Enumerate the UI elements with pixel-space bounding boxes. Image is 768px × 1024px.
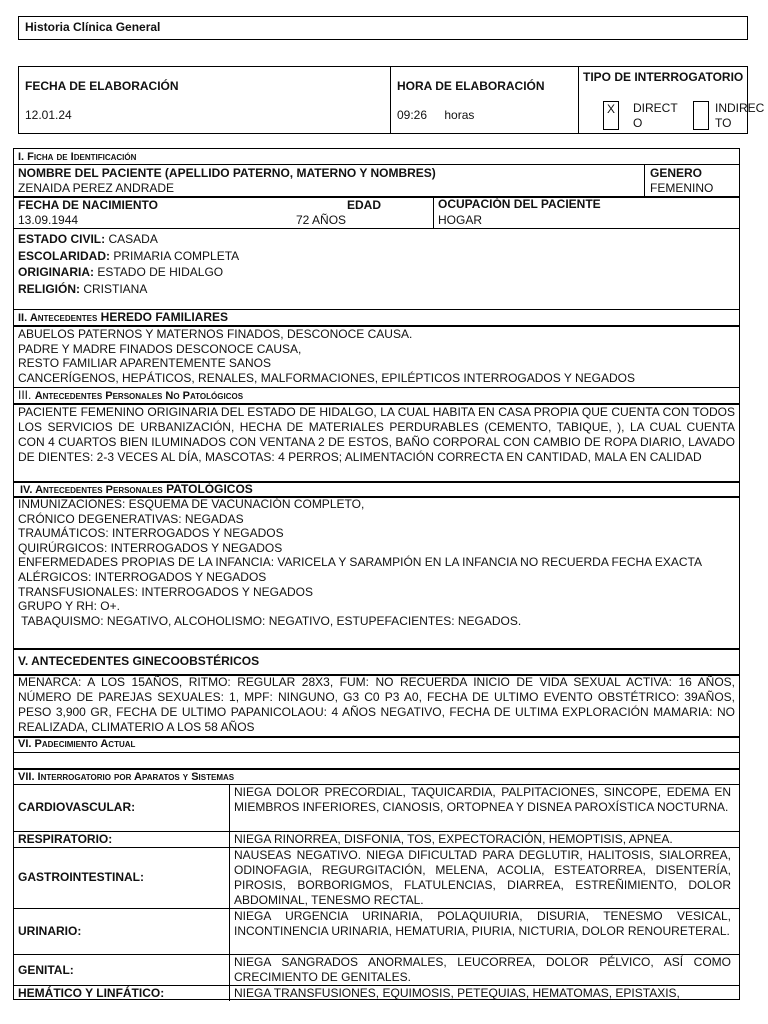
- escolaridad-value: PRIMARIA COMPLETA: [113, 248, 240, 263]
- pat-line: ENFERMEDADES PROPIAS DE LA INFANCIA: VARICELA Y SARAMPIÓN EN LA INFANCIA NO RECUERDA FECHA EXACTA: [18, 555, 702, 570]
- system-name: HEMÁTICO Y LINFÁTICO:: [18, 986, 165, 1000]
- patologicos-content: [14, 497, 739, 628]
- pat-line: CRÓNICO DEGENERATIVAS: NEGADAS: [18, 511, 244, 526]
- no-patologicos-text: PACIENTE FEMENINO ORIGINARIA DEL ESTADO DE HIDALGO, LA CUAL HABITA EN CASA PROPIA QUE CUENTA CON TODOS LOS SERVICIOS DE URBANIZACIÓN, HECHA DE MATERIALES PERDURABLES (CEMENTO, TABIQUE, ), LA CUAL CUENTA CON 4 CUARTOS BIEN ILUMINADOS CON VENTANA 2 DE ESTOS, BAÑO CORPORAL CON CAMBIO DE ROPA DIARIO, LAVADO DE DIENTES: 2-3 VECES AL DÍA, MASCOTAS: 4 PERROS; ALIMENTACIÓN CORRECTA EN CANTIDAD, MALA EN CALIDAD: [18, 405, 735, 464]
- no-pat-title-a: III.: [18, 388, 32, 402]
- hora-value: [397, 108, 474, 122]
- genero-label: GENERO: [650, 166, 703, 180]
- escolaridad-label: ESCOLARIDAD:: [18, 248, 110, 263]
- system-description: NIEGA DOLOR PRECORDIAL, TAQUICARDIA, PALPITACIONES, SINCOPE, EDEMA EN MIEMBROS INFERIORES, CIANOSIS, ORTOPNEA Y DISNEA PAROXÍSTICA NOCTURNA.: [234, 785, 731, 814]
- system-name: GASTROINTESTINAL:: [18, 870, 144, 884]
- originaria-value: ESTADO DE HIDALGO: [97, 265, 224, 279]
- nombre-label: NOMBRE DEL PACIENTE (APELLIDO PATERNO, MATERNO Y NOMBRES): [18, 166, 436, 180]
- indirecto-checkbox[interactable]: [693, 101, 709, 130]
- system-name: GENITAL:: [18, 963, 74, 977]
- fecha-label: FECHA DE ELABORACIÓN: [25, 79, 179, 93]
- hora-cell: [391, 67, 579, 133]
- clinical-form: [13, 148, 740, 1000]
- heredo-title-b: HEREDO FAMILIARES: [100, 310, 229, 324]
- estado-civil-value: CASADA: [108, 232, 158, 246]
- section-interrogatorio-title: VII. Interrogatorio por Aparatos y Sistemas: [18, 771, 235, 783]
- system-name: RESPIRATORIO:: [18, 832, 113, 846]
- nacimiento-value: 13.09.1944: [18, 213, 79, 227]
- pat-line: TRAUMÁTICOS: INTERROGADOS Y NEGADOS: [18, 526, 284, 541]
- pat-line: QUIRÚRGICOS: INTERROGADOS Y NEGADOS: [18, 540, 283, 555]
- pat-line: TABAQUISMO: NEGATIVO, ALCOHOLISMO: NEGATIVO, ESTUPEFACIENTES: NEGADOS.: [18, 613, 522, 628]
- document-title-box: [18, 16, 748, 40]
- pat-line: TRANSFUSIONALES: INTERROGADOS Y NEGADOS: [18, 584, 313, 599]
- system-name: CARDIOVASCULAR:: [18, 800, 136, 814]
- section-gineco-title: V. ANTECEDENTES GINECOOBSTÉRICOS: [18, 654, 260, 668]
- pat-title-a: IV. Antecedentes Personales: [20, 484, 163, 496]
- system-row-cardiovascular: [14, 784, 739, 831]
- system-row-hematico: [14, 985, 739, 1001]
- hora-label: HORA DE ELABORACIÓN: [397, 79, 545, 93]
- heredo-line: PADRE Y MADRE FINADOS DESCONOCE CAUSA,: [18, 341, 302, 356]
- pat-line: INMUNIZACIONES: ESQUEMA DE VACUNACIÓN COMPLETO,: [18, 497, 365, 511]
- ocupacion-label: OCUPACIÓN DEL PACIENTE: [438, 197, 601, 211]
- directo-checkbox[interactable]: [603, 101, 619, 130]
- pat-line: GRUPO Y RH: O+.: [18, 599, 120, 614]
- nacimiento-label: FECHA DE NACIMIENTO: [18, 198, 159, 212]
- ocupacion-value: HOGAR: [438, 213, 483, 227]
- estado-civil-label: ESTADO CIVIL:: [18, 232, 106, 246]
- system-row-urinario: [14, 908, 739, 954]
- heredo-line: RESTO FAMILIAR APARENTEMENTE SANOS: [18, 356, 271, 371]
- directo-label: DIRECT O: [633, 101, 678, 130]
- system-row-genital: [14, 954, 739, 985]
- fecha-value: 12.01.24: [25, 108, 72, 122]
- section-no-patologicos-title: [14, 388, 739, 404]
- gineco-text: MENARCA: A LOS 15AÑOS, RITMO: REGULAR 28X3, FUM: NO RECUERDA INICIO DE VIDA SEXUAL ACTIVA: 16 AÑOS, NÚMERO DE PAREJAS SEXUALES: 1, MPF: NINGUNO, G3 C0 P3 A0, FECHA DE ULTIMO EVENTO OBSTÉTRICO: 39AÑOS, PESO 3,900 GR, FECHA DE ULTIMO PAPANICOLAOU: 4 AÑOS NEGATIVO, FECHA DE ULTIMA EXPLORACIÓN MAMARIA: NO REALIZADA, CLIMATERIO A LOS 58 AÑOS: [18, 675, 735, 734]
- nombre-value: ZENAIDA PEREZ ANDRADE: [18, 181, 175, 195]
- hora-time: 09:26: [397, 108, 428, 122]
- tipo-label: TIPO DE INTERROGATORIO: [583, 70, 744, 84]
- system-description: NAUSEAS NEGATIVO. NIEGA DIFICULTAD PARA DEGLUTIR, HALITOSIS, SIALORREA, ODINOFAGIA, REGURGITACIÓN, MELENA, ACOLIA, ESTEATORREA, DISENTERÍA, PIROSIS, BORBORIGMOS, FLATULENCIAS, DIARREA, ESTREÑIMIENTO, DOLOR ABDOMINAL, TENESMO RECTAL.: [234, 848, 731, 907]
- indirecto-label: INDIREC TO: [715, 101, 765, 130]
- hora-unit: horas: [444, 108, 475, 122]
- section-padecimiento-title: VI. Padecimiento Actual: [18, 738, 136, 750]
- religion-value: CRISTIANA: [83, 281, 148, 296]
- system-description: NIEGA TRANSFUSIONES, EQUIMOSIS, PETEQUIAS, HEMATOMAS, EPISTAXIS,: [234, 986, 680, 1000]
- directo-check-mark: X: [606, 102, 615, 116]
- section-heredo-title: [14, 310, 739, 326]
- edad-label: EDAD: [346, 198, 381, 212]
- system-name: URINARIO:: [18, 924, 82, 938]
- system-description: NIEGA URGENCIA URINARIA, POLAQUIURIA, DISURIA, TENESMO VESICAL, INCONTINENCIA URINARIA, HEMATURIA, PIURIA, NICTURIA, DOLOR RENOURETERAL.: [234, 909, 731, 938]
- religion-label: RELIGIÓN:: [18, 281, 80, 296]
- edad-value: 72 AÑOS: [296, 213, 347, 227]
- system-description: NIEGA RINORREA, DISFONIA, TOS, EXPECTORACIÓN, HEMOPTISIS, APNEA.: [234, 832, 673, 846]
- pat-title-b: PATOLÓGICOS: [166, 482, 253, 496]
- genero-value: FEMENINO: [650, 181, 714, 195]
- system-description: NIEGA SANGRADOS ANORMALES, LEUCORREA, DOLOR PÉLVICO, ASÍ COMO CRECIMIENTO DE GENITALES.: [234, 955, 731, 984]
- datos-generales: [14, 231, 739, 297]
- heredo-line: CANCERÍGENOS, HEPÁTICOS, RENALES, MALFORMACIONES, EPILÉPTICOS INTERROGADOS Y NEGADOS: [18, 370, 636, 385]
- system-row-respiratorio: [14, 831, 739, 847]
- no-pat-title-b: Antecedentes Personales No Patológicos: [34, 390, 244, 402]
- pat-line: ALÉRGICOS: INTERROGADOS Y NEGADOS: [18, 569, 267, 584]
- originaria-label: ORIGINARIA:: [18, 265, 94, 279]
- section-identificacion-title: I. Ficha de Identificación: [18, 151, 137, 163]
- document-title: Historia Clínica General: [25, 20, 161, 34]
- tipo-cell: [579, 67, 765, 133]
- system-row-gastrointestinal: [14, 847, 739, 908]
- heredo-title-a: II. Antecedentes: [18, 312, 98, 324]
- heredo-content: [14, 327, 739, 385]
- header-table: [18, 66, 765, 134]
- heredo-line: ABUELOS PATERNOS Y MATERNOS FINADOS, DESCONOCE CAUSA.: [18, 327, 413, 341]
- fecha-cell: [19, 67, 391, 133]
